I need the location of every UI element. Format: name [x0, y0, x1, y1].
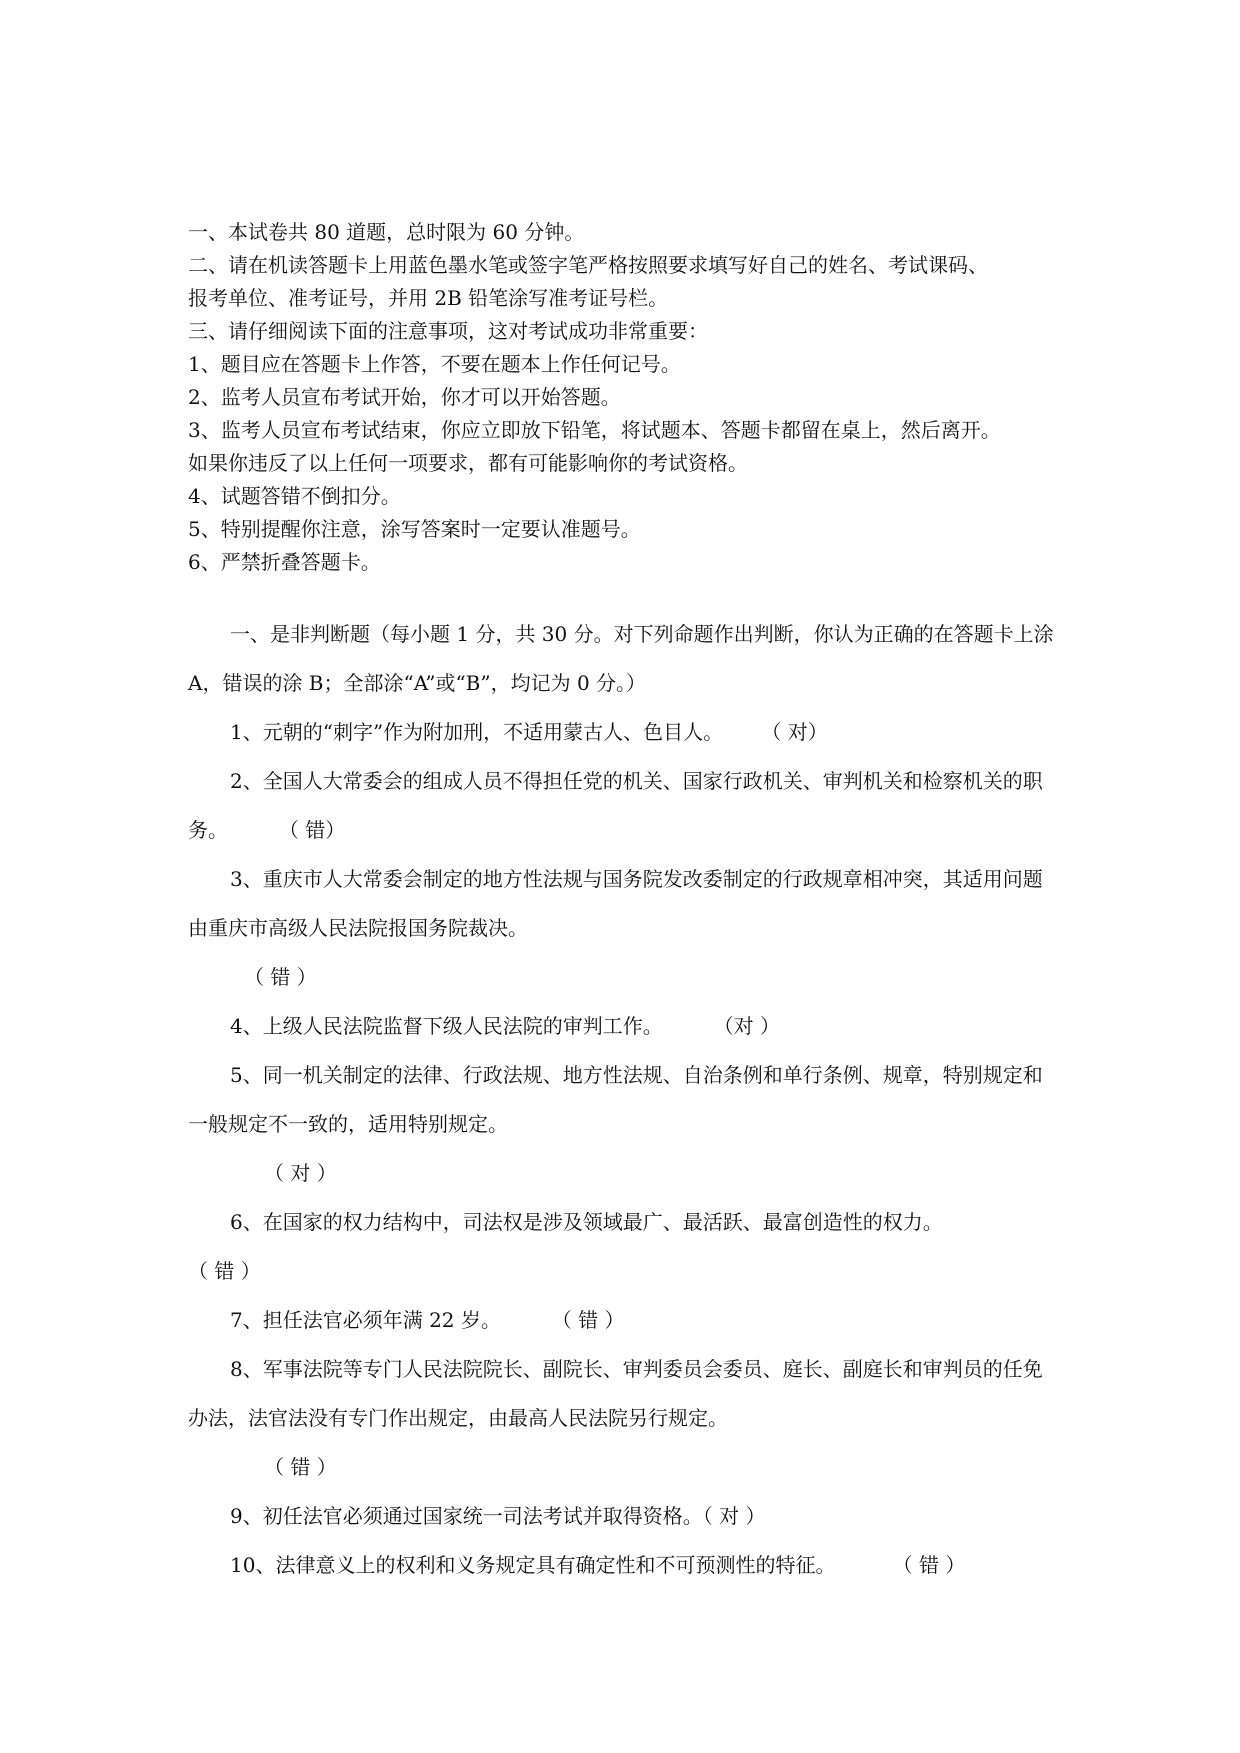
- question-item: [188, 1492, 1058, 1541]
- question-item: [188, 1296, 1058, 1345]
- answer-mark: （ 对 ）: [264, 1161, 337, 1185]
- question-item: [188, 1345, 1058, 1492]
- question-item: [188, 855, 1058, 1002]
- question-text: 6、在国家的权力结构中，司法权是涉及领域最广、最活跃、最富创造性的权力。: [230, 1210, 943, 1234]
- section-heading: 一、是非判断题（每小题 1 分，共 30 分。对下列命题作出判断，你认为正确的在答题卡上涂 A，错误的涂 B；全部涂“A”或“B”，均记为 0 分。）: [188, 622, 1054, 695]
- answer-mark: （ 错 ）: [551, 1308, 625, 1332]
- question-item: [188, 708, 1058, 757]
- question-text: 1、元朝的“刺字”作为附加刑，不适用蒙古人、色目人。: [230, 720, 724, 744]
- answer-mark: （ 错）: [278, 818, 346, 842]
- answer-mark: （ 错 ）: [188, 1259, 261, 1283]
- instruction-line: 2、监考人员宣布考试开始，你才可以开始答题。: [188, 385, 621, 409]
- exam-instructions: [188, 216, 1068, 579]
- answer-mark: （ 对 ）: [702, 1504, 766, 1528]
- question-text: 9、初任法官必须通过国家统一司法考试并取得资格。: [230, 1504, 703, 1528]
- question-text: 3、重庆市人大常委会制定的地方性法规与国务院发改委制定的行政规章相冲突，其适用问题由重庆市高级人民法院报国务院裁决。: [188, 867, 1043, 940]
- answer-mark: （ 对）: [761, 720, 828, 744]
- question-text: 10、法律意义上的权利和义务规定具有确定性和不可预测性的特征。: [230, 1553, 836, 1577]
- answer-mark: （ 错 ）: [244, 965, 317, 989]
- question-text: 7、担任法官必须年满 22 岁。: [230, 1308, 501, 1332]
- instruction-line: 5、特别提醒你注意，涂写答案时一定要认准题号。: [188, 517, 641, 541]
- question-text: 4、上级人民法院监督下级人民法院的审判工作。: [230, 1014, 663, 1038]
- question-text: 8、军事法院等专门人民法院院长、副院长、审判委员会委员、庭长、副庭长和审判员的任免办法，法官法没有专门作出规定，由最高人民法院另行规定。: [188, 1357, 1043, 1430]
- question-text: 2、全国人大常委会的组成人员不得担任党的机关、国家行政机关、审判机关和检察机关的职务。: [188, 769, 1043, 842]
- question-item: [188, 1198, 1058, 1296]
- instruction-line: 6、严禁折叠答题卡。: [188, 550, 381, 574]
- instruction-line: 如果你违反了以上任何一项要求，都有可能影响你的考试资格。: [188, 451, 748, 475]
- answer-mark: （对 ）: [713, 1014, 780, 1038]
- question-item: [188, 1002, 1058, 1051]
- question-item: [188, 1541, 1058, 1590]
- instruction-line: 3、监考人员宣布考试结束，你应立即放下铅笔，将试题本、答题卡都留在桌上，然后离开。: [188, 418, 1001, 442]
- instruction-line: 三、请仔细阅读下面的注意事项，这对考试成功非常重要：: [188, 319, 708, 343]
- answer-mark: （ 错 ）: [892, 1553, 966, 1577]
- instruction-line: 一、本试卷共 80 道题，总时限为 60 分钟。: [188, 220, 585, 244]
- question-text: 5、同一机关制定的法律、行政法规、地方性法规、自治条例和单行条例、规章，特别规定和一般规定不一致的，适用特别规定。: [188, 1063, 1043, 1136]
- question-item: [188, 1051, 1058, 1198]
- instruction-line: 4、试题答错不倒扣分。: [188, 484, 401, 508]
- instruction-line: 1、题目应在答题卡上作答，不要在题本上作任何记号。: [188, 352, 681, 376]
- answer-mark: （ 错 ）: [264, 1455, 337, 1479]
- instruction-line: 二、请在机读答题卡上用蓝色墨水笔或签字笔严格按照要求填写好自己的姓名、考试课码、: [188, 253, 988, 277]
- instruction-line: 报考单位、准考证号，并用 2B 铅笔涂写准考证号栏。: [188, 286, 669, 310]
- question-item: [188, 757, 1058, 855]
- true-false-section: [188, 610, 1058, 1590]
